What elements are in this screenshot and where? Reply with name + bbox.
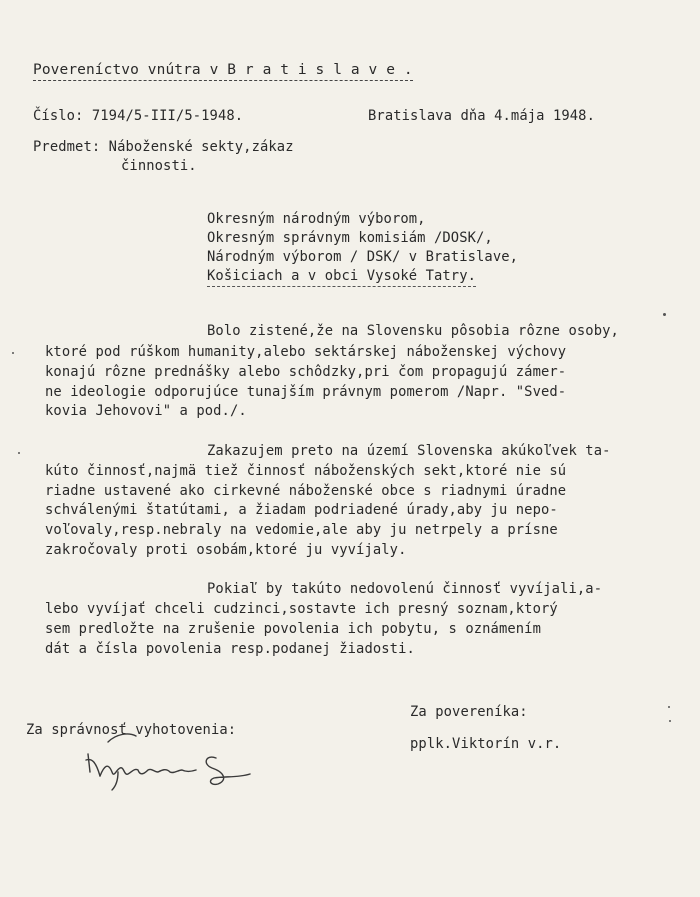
- body-line: ktoré pod rúškom humanity,alebo sektárskej náboženskej výchovy: [45, 344, 567, 360]
- issuing-office: Povereníctvo vnútra v B r a t i s l a v e .: [33, 63, 413, 81]
- body-line: zakročovaly proti osobám,ktoré ju vyvíjaly.: [45, 542, 407, 558]
- place-and-date: Bratislava dňa 4.mája 1948.: [368, 108, 595, 124]
- subject-line-1: Predmet: Náboženské sekty,zákaz: [33, 139, 294, 155]
- body-line: kovia Jehovovi" a pod./.: [45, 403, 247, 419]
- paper-speck: [663, 313, 666, 316]
- handwritten-signature: [78, 732, 278, 792]
- addressee-line: Národným výborom / DSK/ v Bratislave,: [207, 249, 519, 265]
- verification-label: Za správnosť vyhotovenia:: [26, 722, 237, 738]
- paper-speck: [18, 452, 20, 454]
- addressee-line: Okresným národným výborom,: [207, 211, 426, 227]
- body-line: schválenými štatútami, a žiadam podriadené úrady,aby ju nepo-: [45, 502, 558, 518]
- body-line: lebo vyvíjať chceli cudzinci,sostavte ich presný soznam,ktorý: [45, 601, 558, 617]
- body-line: sem predložte na zrušenie povolenia ich pobytu, s oznámením: [45, 621, 541, 637]
- subject-line-2: činnosti.: [121, 158, 197, 174]
- body-line: Bolo zistené,že na Slovensku pôsobia rôzne osoby,: [207, 323, 619, 339]
- body-line: Pokiaľ by takúto nedovolenú činnosť vyvíjali,a-: [207, 581, 603, 597]
- signatory-name: pplk.Viktorín v.r.: [410, 736, 562, 752]
- body-line: ne ideologie odporujúce tunajším právnym pomerom /Napr. "Sved-: [45, 384, 567, 400]
- paper-speck: [669, 720, 671, 722]
- addressee-line: Okresným správnym komisiám /DOSK/,: [207, 230, 493, 246]
- body-line: voľovaly,resp.nebraly na vedomie,ale aby ju netrpely a prísne: [45, 522, 558, 538]
- body-line: konajú rôzne prednášky alebo schôdzky,pri čom propagujú zámer-: [45, 364, 567, 380]
- paper-speck: [668, 706, 670, 708]
- addressee-line: Košiciach a v obci Vysoké Tatry.: [207, 270, 476, 287]
- for-commissioner-label: Za povereníka:: [410, 704, 528, 720]
- body-line: kúto činnosť,najmä tiež činnosť náboženských sekt,ktoré nie sú: [45, 463, 567, 479]
- body-line: riadne ustavené ako cirkevné náboženské obce s riadnymi úradne: [45, 483, 567, 499]
- paper-speck: [12, 352, 14, 354]
- body-line: dát a čísla povolenia resp.podanej žiadosti.: [45, 641, 415, 657]
- reference-number: Číslo: 7194/5-III/5-1948.: [33, 108, 244, 124]
- body-line: Zakazujem preto na území Slovenska akúkoľvek ta-: [207, 443, 611, 459]
